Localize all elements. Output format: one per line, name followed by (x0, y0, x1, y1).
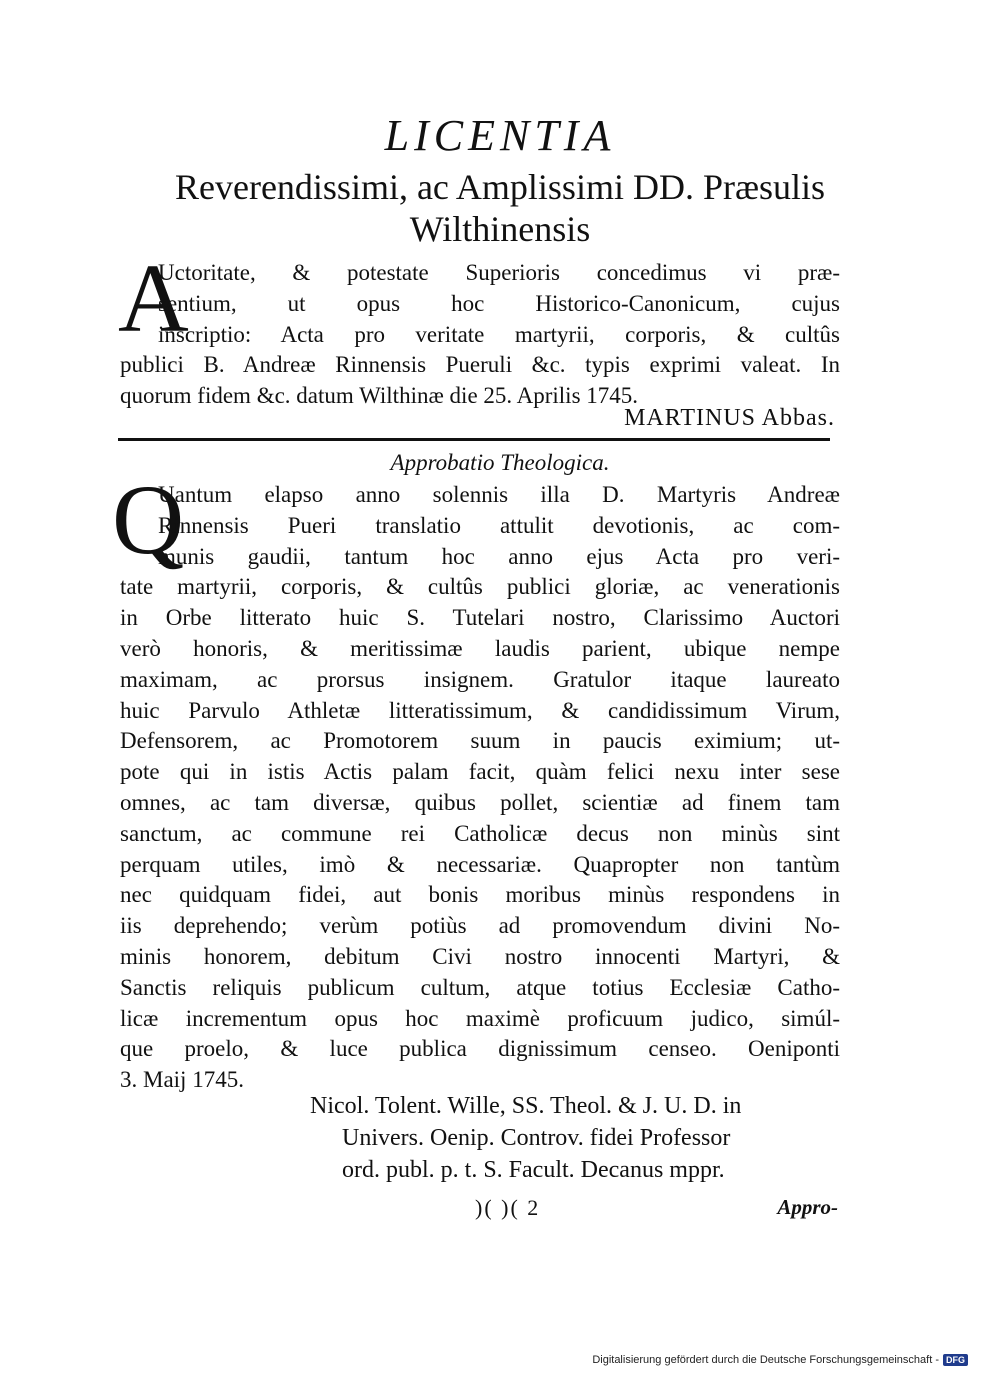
licentia-dropcap: A (118, 245, 189, 353)
approbatio-line: 3. Maij 1745. (120, 1067, 244, 1093)
digitization-footer (592, 1354, 968, 1366)
approbatio-line: Defensorem, ac Promotorem suum in paucis eximium; ut- (120, 728, 840, 754)
approbatio-line: perquam utiles, imò & necessariæ. Quapropter non tantùm (120, 851, 840, 877)
licentia-line: quorum fidem &c. datum Wilthinæ die 25. Aprilis 1745. (120, 383, 639, 409)
subtitle-line-1: Reverendissimi, ac Amplissimi DD. Præsulis (174, 167, 825, 207)
licentia-line: inscriptio: Acta pro veritate martyrii, corporis, & cultûs (158, 321, 840, 347)
approbatio-line: tate martyrii, corporis, & cultûs publici gloriæ, ac venerationis (120, 574, 840, 600)
licentia-line: Uctoritate, & potestate Superioris concedimus vi præ- (158, 260, 840, 285)
footer-text: Digitalisierung gefördert durch die Deutsche Forschungsgemeinschaft - (592, 1354, 939, 1366)
licentia-text (120, 258, 840, 412)
dfg-logo: DFG (943, 1354, 968, 1366)
approbatio-line: pote qui in istis Actis palam facit, quàm felici nexu inter sese (120, 759, 840, 785)
approbatio-line: omnes, ac tam diversæ, quibus pollet, scientiæ ad finem tam (120, 789, 840, 815)
approbatio-line: que proelo, & luce publica dignissimum censeo. Oeniponti (120, 1036, 840, 1062)
licentia-signature: MARTINUS Abbas. (624, 405, 835, 431)
subtitle-line-2: Wilthinensis (409, 209, 591, 249)
approbatio-signature (310, 1090, 741, 1186)
divider-rule (118, 438, 830, 441)
page-title: LICENTIA (384, 111, 616, 160)
approbatio-line: munis gaudii, tantum hoc anno ejus Acta pro veri- (158, 543, 840, 569)
signature-line: ord. publ. p. t. S. Facult. Decanus mppr. (342, 1157, 725, 1183)
signature-mark: )( )( 2 (475, 1195, 541, 1220)
approbatio-line: nec quidquam fidei, aut bonis moribus minùs respondens in (120, 882, 840, 908)
approbatio-dropcap: Q (112, 464, 185, 575)
licentia-line: sentium, ut opus hoc Historico-Canonicum, cujus (158, 290, 840, 316)
approbatio-line: licæ incrementum opus hoc maximè proficuum judico, simúl- (120, 1005, 840, 1031)
approbatio-heading: Approbatio Theologica. (390, 450, 610, 475)
approbatio-line: Rinnensis Pueri translatio attulit devotionis, ac com- (158, 512, 840, 538)
approbatio-line: minis honorem, debitum Civi nostro innocenti Martyri, & (120, 943, 840, 969)
approbatio-line: iis deprehendo; verùm potiùs ad promovendum divini No- (120, 913, 840, 939)
approbatio-line: Sanctis reliquis publicum cultum, atque totius Ecclesiæ Catho- (120, 974, 840, 1000)
approbatio-line: verò honoris, & meritissimæ laudis parient, ubique nempe (120, 635, 840, 661)
approbatio-line: in Orbe litterato huic S. Tutelari nostro, Clarissimo Auctori (120, 605, 840, 631)
signature-line: Nicol. Tolent. Wille, SS. Theol. & J. U. D. in (310, 1093, 742, 1119)
licentia-line: publici B. Andreæ Rinnensis Pueruli &c. typis exprimi valeat. In (120, 352, 840, 378)
catchword: Appro- (777, 1195, 838, 1219)
approbatio-line: sanctum, ac commune rei Catholicæ decus non minùs sint (120, 820, 840, 846)
approbatio-line: maximam, ac prorsus insignem. Gratulor itaque laureato (120, 666, 840, 692)
approbatio-line: Uantum elapso anno solennis illa D. Martyris Andreæ (158, 482, 840, 507)
approbatio-line: huic Parvulo Athletæ litteratissimum, & candidissimum Virum, (120, 697, 840, 723)
approbatio-text (120, 480, 840, 1096)
signature-line: Univers. Oenip. Controv. fidei Professor (342, 1125, 731, 1151)
